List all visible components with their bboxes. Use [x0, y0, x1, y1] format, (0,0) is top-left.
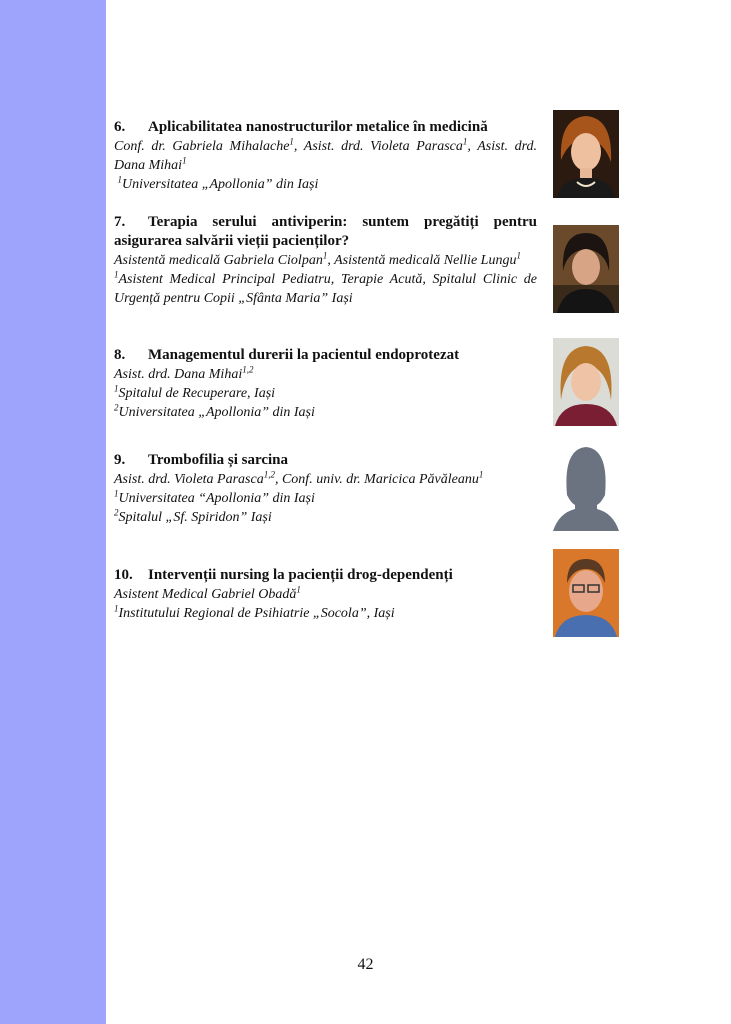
entry-title: 6. Aplicabilitatea nanostructurilor metalice în medicină — [114, 119, 488, 135]
left-color-band — [0, 0, 106, 1024]
affiliation: $^1$Universitatea “Apollonia” din Iași — [114, 488, 315, 506]
author-list: Asist. drd. Violeta Parasca$^{1,2}$, Conf. univ. dr. Maricica Păvăleanu$^1$ — [114, 469, 484, 487]
author-photo-mihai — [553, 338, 619, 426]
affiliation: $^1$Universitatea „Apollonia” din Iași — [117, 174, 319, 192]
affiliation: $^1$Spitalul de Recuperare, Iași — [114, 383, 276, 401]
entry-title: 10. Intervenții nursing la pacienții drog-dependenți — [114, 567, 453, 583]
author-photo-mihalache — [553, 110, 619, 198]
entry-8 — [114, 346, 537, 422]
author-list: Asist. drd. Dana Mihai$^{1,2}$ — [114, 364, 254, 382]
affiliation: $^1$Institutului Regional de Psihiatrie „Socola”, Iași — [114, 603, 395, 621]
entry-title: 8. Managementul durerii la pacientul endoprotezat — [114, 347, 460, 363]
affiliation: $^2$Spitalul „Sf. Spiridon” Iași — [114, 507, 272, 525]
entry-10 — [114, 566, 537, 623]
author-photo-ciolpan — [553, 225, 619, 313]
entry-7 — [114, 213, 537, 308]
page-number: 42 — [357, 956, 374, 973]
entry-6 — [114, 118, 537, 194]
entry-title: 9. Trombofilia și sarcina — [114, 452, 289, 468]
author-list: Asistent Medical Gabriel Obadă$^1$ — [114, 584, 301, 602]
author-list: Conf. dr. Gabriela Mihalache$^1$, Asist. drd. Violeta Parasca$^1$, Asist. drd. Dana Mihai$^1$ — [114, 136, 538, 173]
affiliation: $^2$Universitatea „Apollonia” din Iași — [114, 402, 315, 420]
affiliation: $^1$Asistent Medical Principal Pediatru, Terapie Acută, Spitalul Clinic de Urgență pentru Copii „Sfânta Maria” Iași — [114, 269, 537, 306]
author-silhouette-placeholder — [553, 443, 619, 531]
entry-title: 7. Terapia serului antiviperin: suntem pregătiți pentru asigurarea salvării vieții pacienților? — [114, 214, 537, 249]
author-list: Asistentă medicală Gabriela Ciolpan$^1$, Asistentă medicală Nellie Lungu$^1$ — [114, 250, 521, 268]
entry-9 — [114, 451, 537, 527]
author-photo-obada — [553, 549, 619, 637]
